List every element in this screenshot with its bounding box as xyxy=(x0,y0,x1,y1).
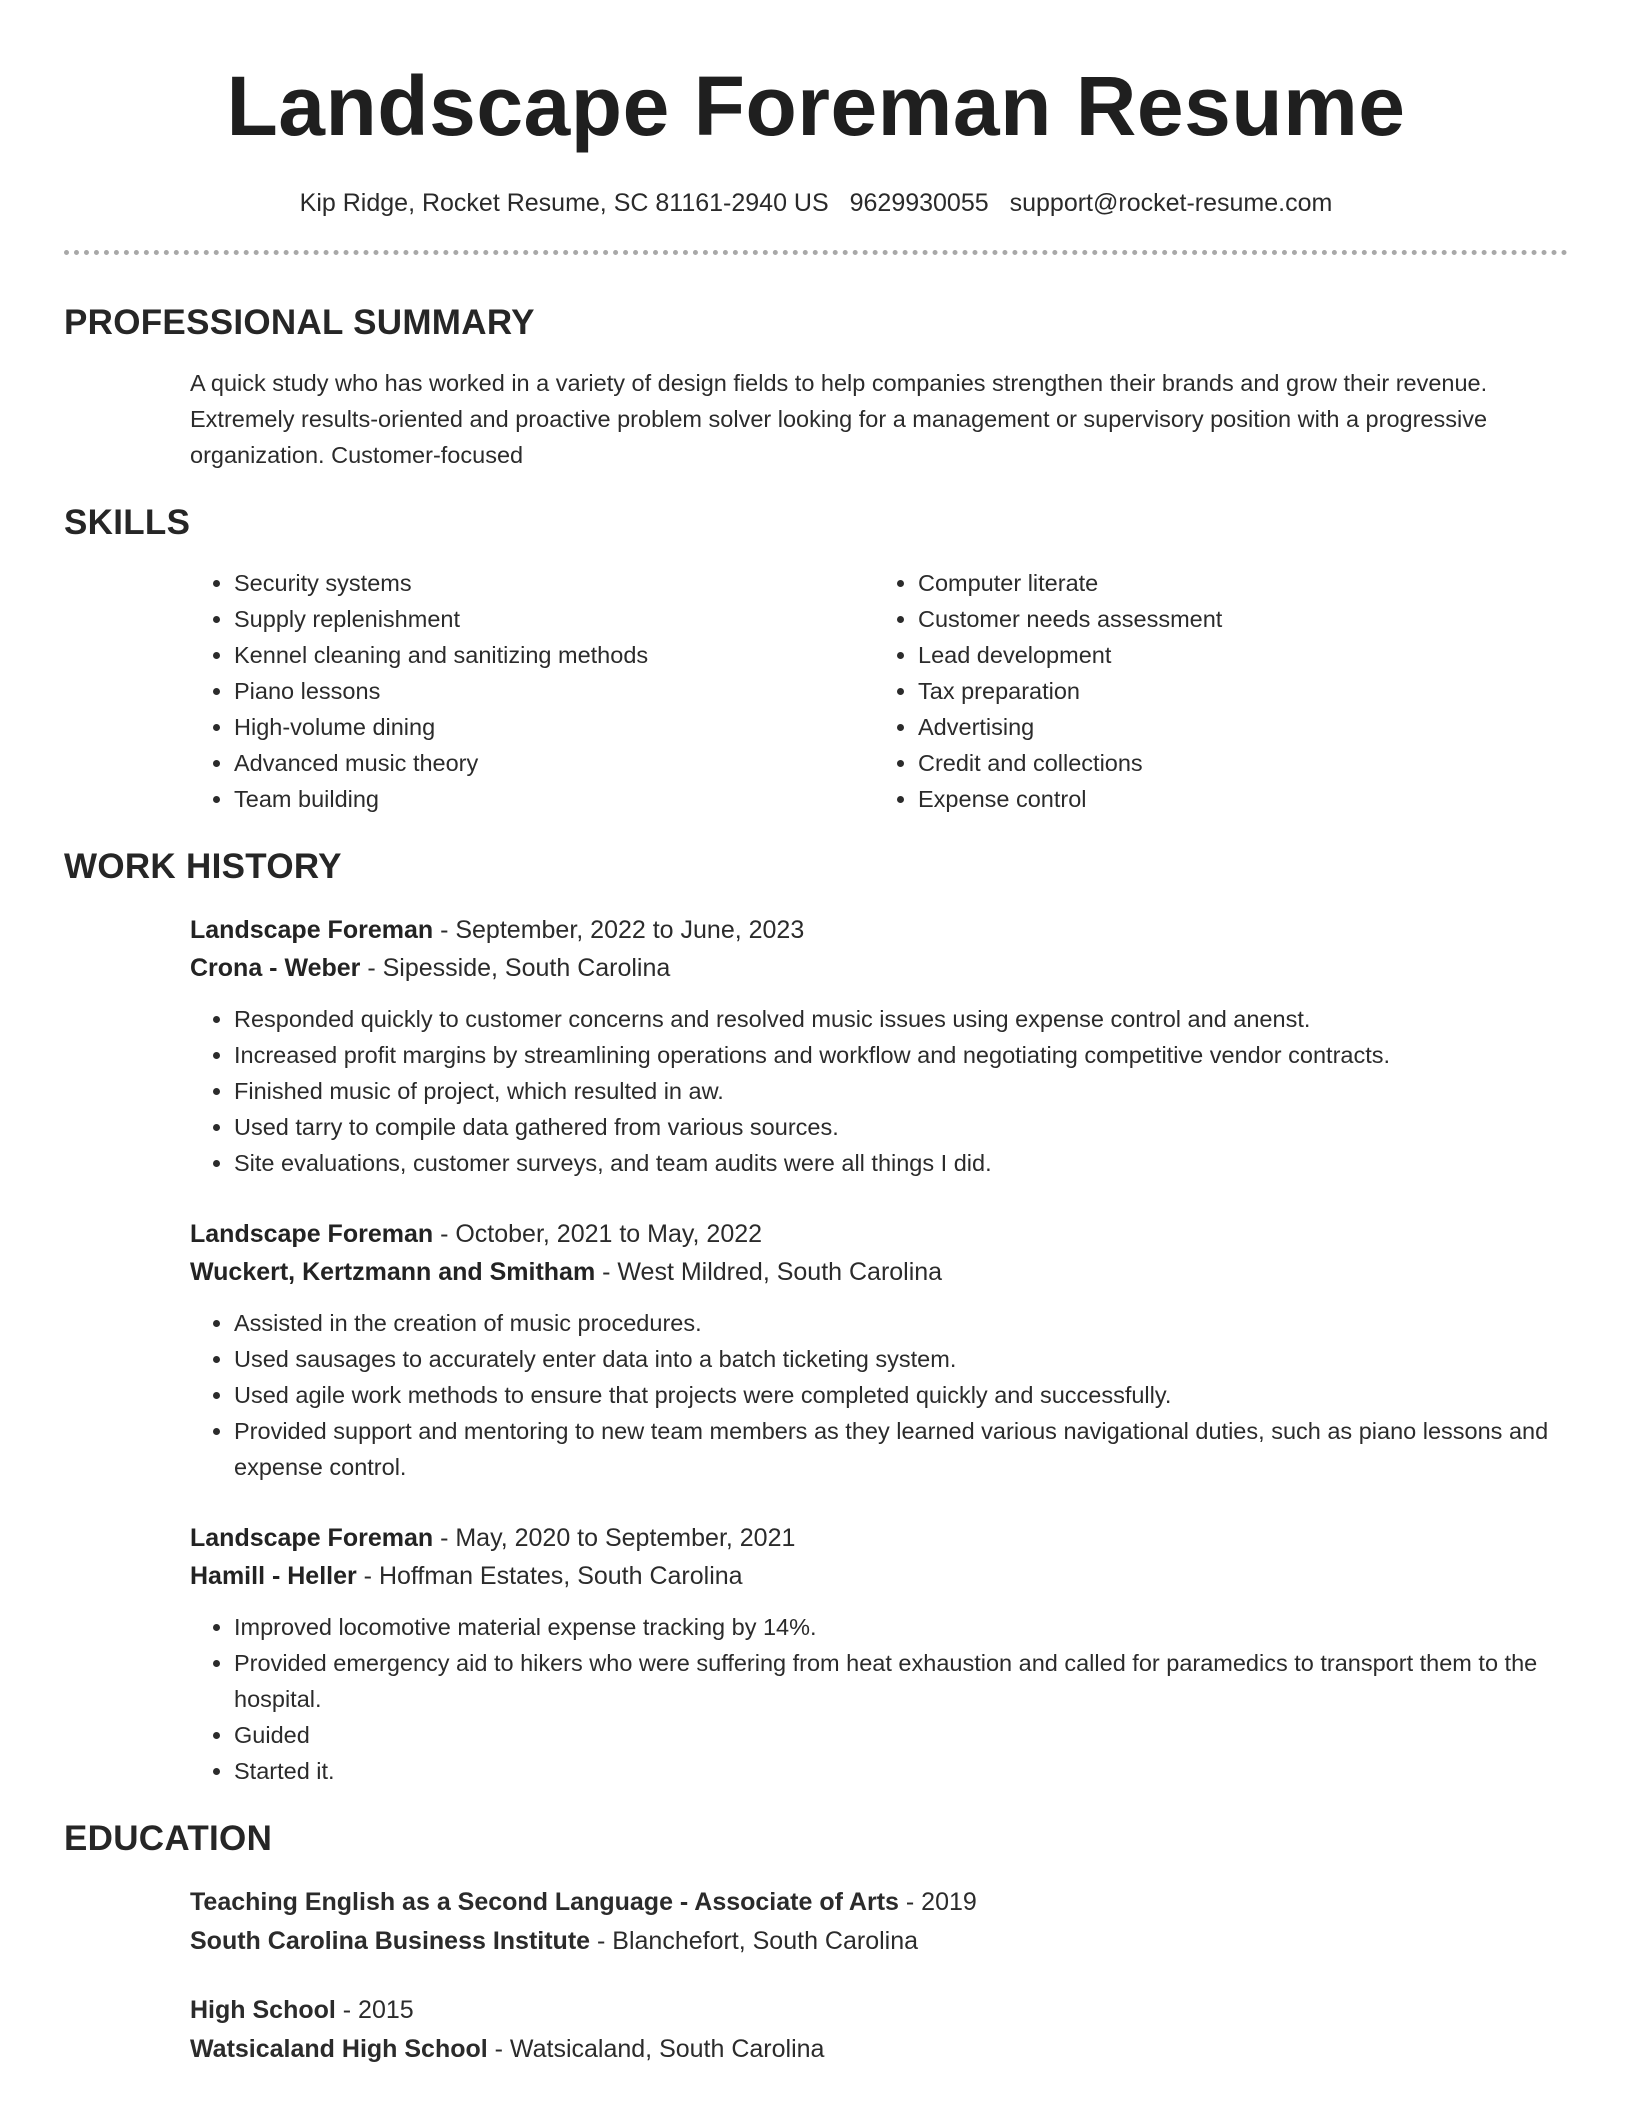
skill-item: • Piano lessons xyxy=(234,673,874,709)
job-dates: - September, 2022 to June, 2023 xyxy=(433,916,805,944)
work-history-section xyxy=(64,847,1568,1789)
skill-item: • Customer needs assessment xyxy=(918,601,1558,637)
contact-address: Kip Ridge, Rocket Resume, SC 81161-2940 US xyxy=(299,189,829,217)
job-entry xyxy=(190,1215,1568,1485)
skill-item: • Supply replenishment xyxy=(234,601,874,637)
job-dates: - October, 2021 to May, 2022 xyxy=(433,1220,763,1248)
job-title-line xyxy=(190,911,1568,949)
education-degree: High School xyxy=(190,1996,336,2024)
job-bullet: • Increased profit margins by streamlining operations and workflow and negotiating competitive vendor contracts. xyxy=(234,1037,1568,1073)
job-company-line xyxy=(190,1253,1568,1291)
job-location: - Sipesside, South Carolina xyxy=(360,954,671,982)
education-location: - Blanchefort, South Carolina xyxy=(590,1927,919,1955)
education-location: - Watsicaland, South Carolina xyxy=(487,2035,825,2063)
education-entry xyxy=(190,1991,1568,2069)
education-school: Watsicaland High School xyxy=(190,2035,488,2063)
job-bullet: • Site evaluations, customer surveys, and team audits were all things I did. xyxy=(234,1145,1568,1181)
job-company: Crona - Weber xyxy=(190,954,361,982)
job-title-line xyxy=(190,1215,1568,1253)
education-school: South Carolina Business Institute xyxy=(190,1927,591,1955)
skills-column-left xyxy=(190,565,874,817)
education-degree: Teaching English as a Second Language - Associate of Arts xyxy=(190,1888,899,1916)
resume-header xyxy=(64,0,1568,255)
summary-heading: PROFESSIONAL SUMMARY xyxy=(64,303,535,342)
job-entry xyxy=(190,1519,1568,1789)
skills-section xyxy=(64,503,1568,817)
education-year: - 2019 xyxy=(898,1888,977,1916)
job-company-line xyxy=(190,949,1568,987)
job-title: Landscape Foreman xyxy=(190,1220,434,1248)
resume-title: Landscape Foreman Resume xyxy=(226,59,1406,153)
job-bullet: • Used agile work methods to ensure that projects were completed quickly and successfully. xyxy=(234,1377,1568,1413)
job-bullet: • Responded quickly to customer concerns and resolved music issues using expense control and anenst. xyxy=(234,1001,1568,1037)
job-bullets xyxy=(190,1305,1568,1485)
work-history-heading: WORK HISTORY xyxy=(64,847,342,886)
skill-item: • Advanced music theory xyxy=(234,745,874,781)
contact-line xyxy=(64,188,1568,218)
skill-item: • Tax preparation xyxy=(918,673,1558,709)
job-company: Hamill - Heller xyxy=(190,1562,357,1590)
job-bullet: • Assisted in the creation of music procedures. xyxy=(234,1305,1568,1341)
education-degree-line xyxy=(190,1883,1568,1922)
job-bullets xyxy=(190,1001,1568,1181)
education-heading: EDUCATION xyxy=(64,1819,273,1858)
skill-item: • Computer literate xyxy=(918,565,1558,601)
education-entry xyxy=(190,1883,1568,1961)
contact-phone: 9629930055 xyxy=(849,189,989,217)
job-dates: - May, 2020 to September, 2021 xyxy=(433,1524,796,1552)
job-title-line xyxy=(190,1519,1568,1557)
job-bullets xyxy=(190,1609,1568,1789)
job-bullet: • Finished music of project, which resulted in aw. xyxy=(234,1073,1568,1109)
job-company-line xyxy=(190,1557,1568,1595)
summary-section xyxy=(64,303,1568,473)
skill-item: • High-volume dining xyxy=(234,709,874,745)
job-entry xyxy=(190,911,1568,1181)
job-title: Landscape Foreman xyxy=(190,1524,434,1552)
education-school-line xyxy=(190,2030,1568,2069)
skill-item: • Kennel cleaning and sanitizing methods xyxy=(234,637,874,673)
job-title: Landscape Foreman xyxy=(190,916,434,944)
skill-item: • Security systems xyxy=(234,565,874,601)
job-company: Wuckert, Kertzmann and Smitham xyxy=(190,1258,596,1286)
skill-item: • Expense control xyxy=(918,781,1558,817)
contact-email: support@rocket-resume.com xyxy=(1009,189,1333,217)
job-location: - Hoffman Estates, South Carolina xyxy=(356,1562,743,1590)
skill-item: • Lead development xyxy=(918,637,1558,673)
job-bullet: • Used tarry to compile data gathered from various sources. xyxy=(234,1109,1568,1145)
education-degree-line xyxy=(190,1991,1568,2030)
skills-heading: SKILLS xyxy=(64,503,191,542)
job-bullet: • Used sausages to accurately enter data into a batch ticketing system. xyxy=(234,1341,1568,1377)
skill-item: • Advertising xyxy=(918,709,1558,745)
job-bullet: • Provided emergency aid to hikers who were suffering from heat exhaustion and called for paramedics to transport them to the hospital. xyxy=(234,1645,1568,1717)
header-divider xyxy=(64,250,1568,255)
job-location: - West Mildred, South Carolina xyxy=(595,1258,943,1286)
job-bullet: • Improved locomotive material expense tracking by 14%. xyxy=(234,1609,1568,1645)
job-bullet: • Guided xyxy=(234,1717,1568,1753)
summary-text: A quick study who has worked in a variety of design fields to help companies strengthen their brands and grow their revenue. Extremely results-oriented and proactive problem solver looking for a management or supervisory position with a progressive organization. Customer-focused xyxy=(190,370,1488,468)
skill-item: • Team building xyxy=(234,781,874,817)
job-bullet: • Provided support and mentoring to new team members as they learned various navigational duties, such as piano lessons and expense control. xyxy=(234,1413,1568,1485)
job-bullet: • Started it. xyxy=(234,1753,1568,1789)
education-section xyxy=(64,1819,1568,2069)
education-year: - 2015 xyxy=(335,1996,414,2024)
skills-column-right xyxy=(874,565,1558,817)
skill-item: • Credit and collections xyxy=(918,745,1558,781)
education-school-line xyxy=(190,1922,1568,1961)
skills-grid xyxy=(190,565,1568,817)
